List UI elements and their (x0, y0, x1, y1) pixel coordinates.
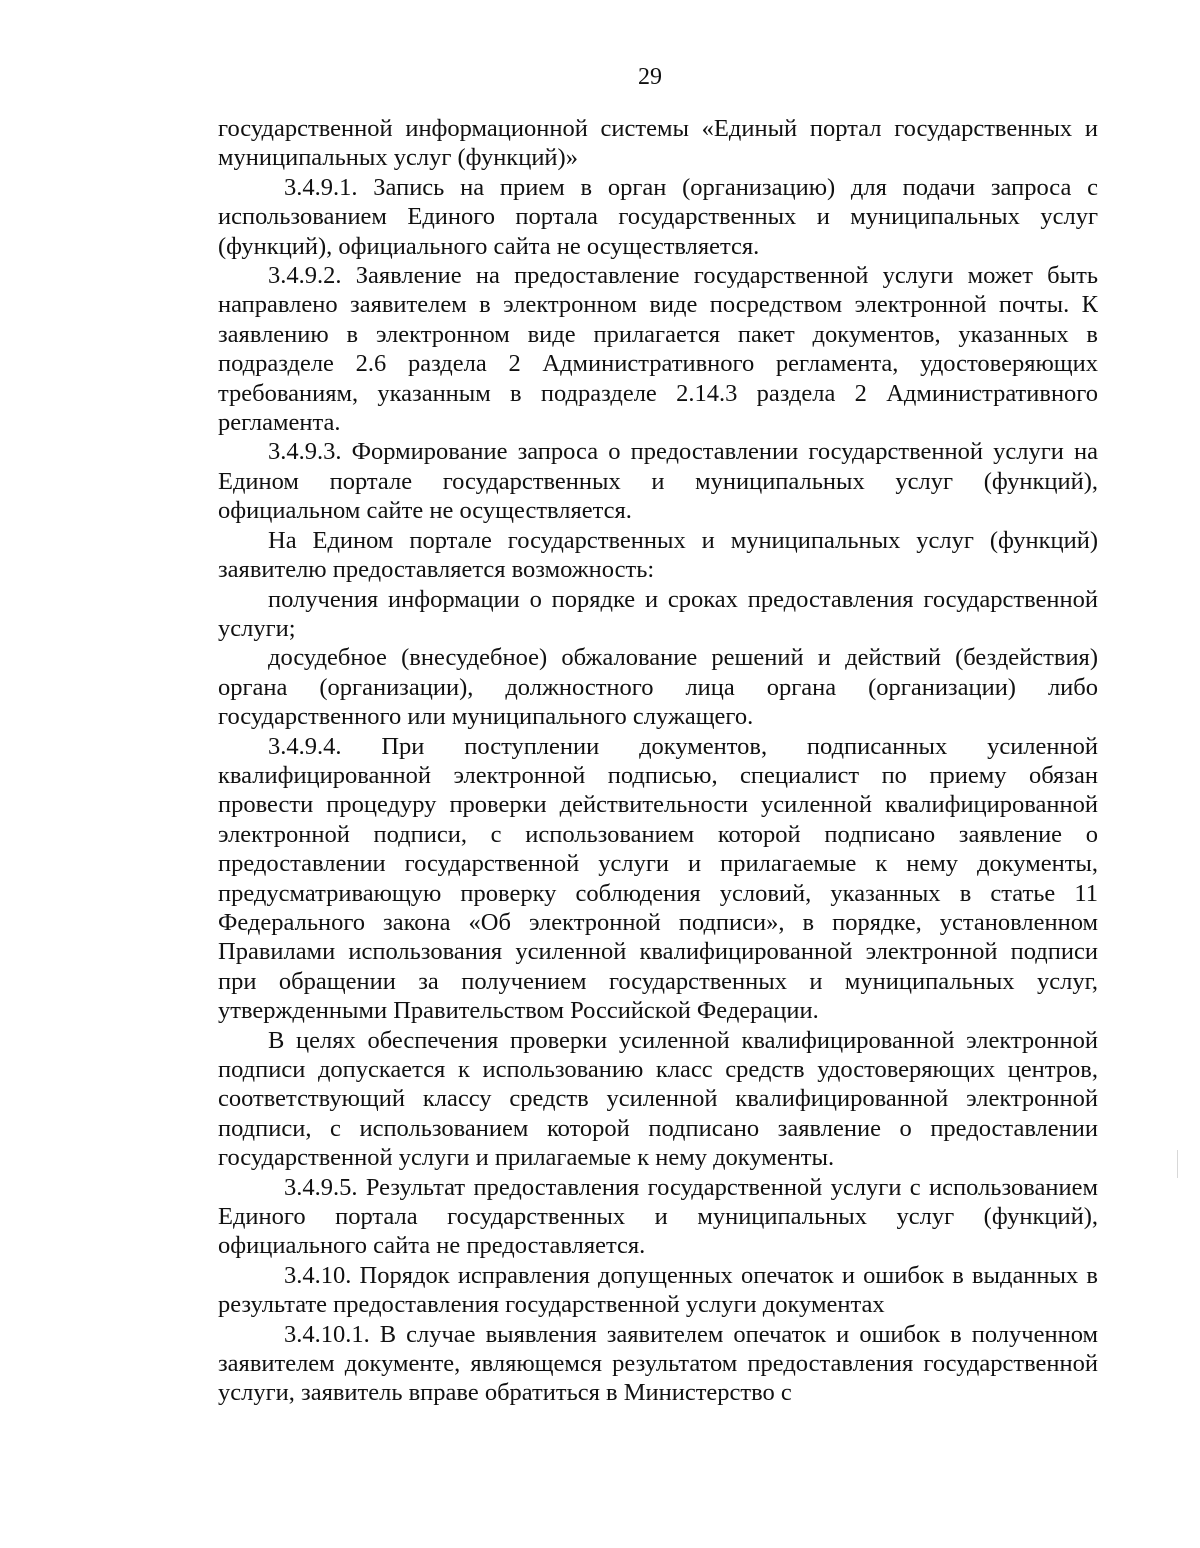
paragraph-3-4-9-4: 3.4.9.4. При поступлении документов, подписанных усиленной квалифицированной электронной подписью, специалист по приему обязан провести процедуру проверки действительности усиленной квалифицированной электронной подписи, с использованием которой подписано заявление о предоставлении государственной услуги и прилагаемые к нему документы, предусматривающую проверку соблюдения условий, указанных в статье 11 Федерального закона «Об электронной подписи», в порядке, установленном Правилами использования усиленной квалифицированной электронной подписи при обращении за получением государственных и муниципальных услуг, утвержденными Правительством Российской Федерации. (218, 732, 1098, 1025)
paragraph-3-4-9-3: 3.4.9.3. Формирование запроса о предоставлении государственной услуги на Едином портале государственных и муниципальных услуг (функций), официальном сайте не осуществляется. (218, 438, 1098, 525)
paragraph-signature-verification: В целях обеспечения проверки усиленной квалифицированной электронной подписи допускается к использованию класс средств удостоверяющих центров, соответствующий классу средств усиленной квалифицированной электронной подписи, с использованием которой подписано заявление о предоставлении государственной услуги и прилагаемые к нему документы. (218, 1026, 1098, 1172)
paragraph-portal-possibilities: На Едином портале государственных и муниципальных услуг (функций) заявителю предоставляется возможность: (218, 526, 1098, 584)
paragraph-3-4-9-5: 3.4.9.5. Результат предоставления государственной услуги с использованием Единого портала государственных и муниципальных услуг (функций), официального сайта не предоставляется. (218, 1173, 1098, 1260)
paragraph-possibility-appeal: досудебное (внесудебное) обжалование решений и действий (бездействия) органа (организации), должностного лица органа (организации) либо государственного или муниципального служащего. (218, 644, 1098, 731)
paragraph-3-4-10: 3.4.10. Порядок исправления допущенных опечаток и ошибок в выданных в результате предоставления государственной услуги документах (218, 1261, 1098, 1319)
paragraph-portal-name-continuation: государственной информационной системы «Единый портал государственных и муниципальных услуг (функций)» (218, 115, 1098, 172)
document-body (218, 114, 1098, 1408)
page-number: 29 (638, 64, 662, 90)
paragraph-3-4-10-1: 3.4.10.1. В случае выявления заявителем опечаток и ошибок в полученном заявителем документе, являющемся результатом предоставления государственной услуги, заявитель вправе обратиться в Министерство с (218, 1320, 1098, 1407)
scan-artifact-line (1177, 1150, 1178, 1178)
paragraph-3-4-9-1: 3.4.9.1. Запись на прием в орган (организацию) для подачи запроса с использованием Единого портала государственных и муниципальных услуг (функций), официального сайта не осуществляется. (218, 173, 1098, 260)
paragraph-possibility-information: получения информации о порядке и сроках предоставления государственной услуги; (218, 585, 1098, 642)
paragraph-3-4-9-2: 3.4.9.2. Заявление на предоставление государственной услуги может быть направлено заявителем в электронном виде посредством электронной почты. К заявлению в электронном виде прилагается пакет документов, указанных в подразделе 2.6 раздела 2 Административного регламента, удостоверяющих требованиям, указанным в подразделе 2.14.3 раздела 2 Административного регламента. (218, 262, 1098, 437)
